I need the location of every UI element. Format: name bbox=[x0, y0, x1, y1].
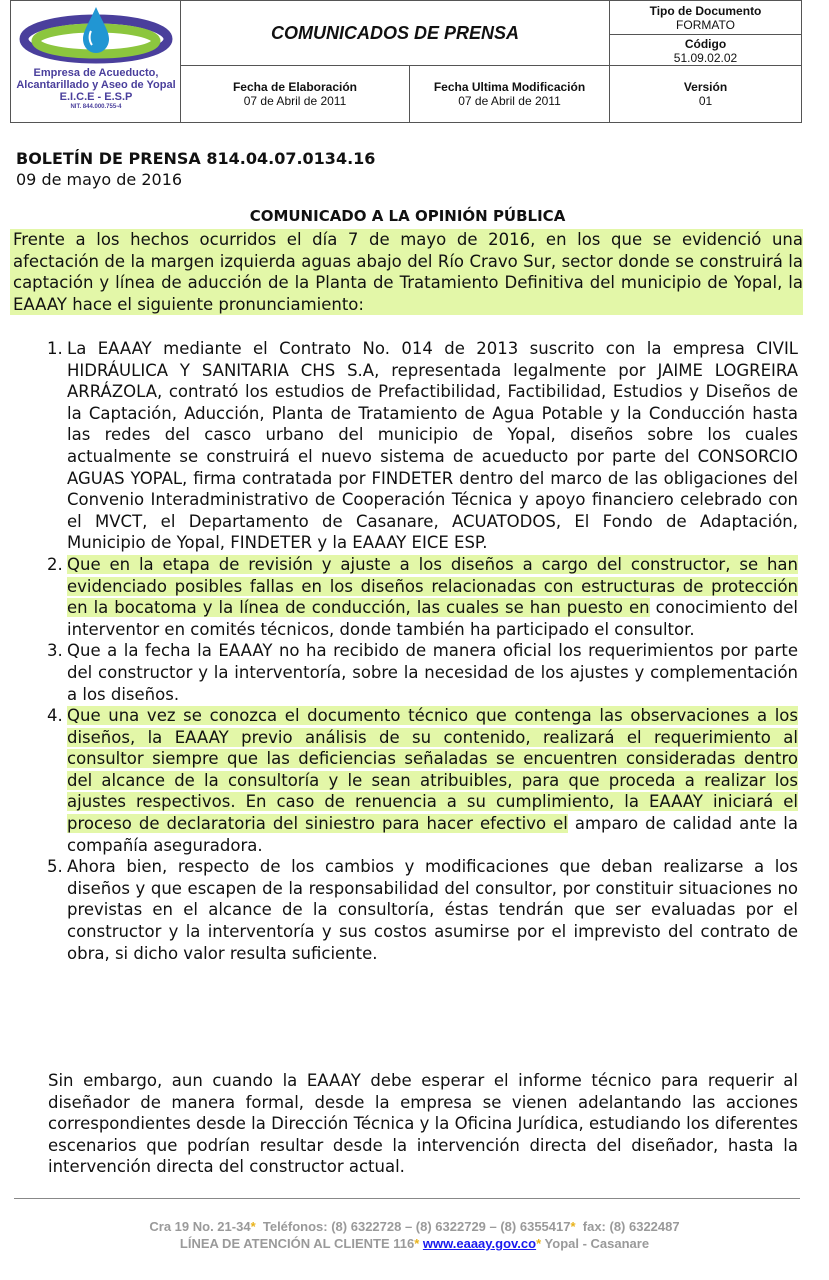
intro-paragraph: Frente a los hechos ocurridos el día 7 de mayo de 2016, en los que se evidenció una afectación de la margen izquierda aguas abajo del Río Cravo Sur, sector donde se construirá la captación y línea de aducción de la Planta de Tratamiento Definitiva del municipio de Yopal, la EAAAY hace el siguiente pronunciamiento: bbox=[10, 229, 803, 315]
footer-website-link[interactable]: www.eaaay.gov.co bbox=[422, 1236, 537, 1251]
list-item bbox=[40, 554, 798, 640]
doc-type-cell bbox=[610, 1, 801, 35]
version-value: 01 bbox=[698, 94, 713, 108]
list-item bbox=[40, 338, 798, 554]
created-date-cell bbox=[181, 66, 410, 122]
footer-service-line bbox=[0, 1236, 829, 1251]
footer-city: Yopal - Casanare bbox=[544, 1236, 650, 1251]
header-title: COMUNICADOS DE PRENSA bbox=[181, 1, 610, 66]
star-icon: * bbox=[414, 1236, 420, 1251]
item-number: 3. bbox=[47, 641, 63, 661]
footer-contact-line bbox=[0, 1219, 829, 1234]
footer-address: Cra 19 No. 21-34 bbox=[149, 1219, 251, 1234]
bulletin-date: 09 de mayo de 2016 bbox=[16, 170, 183, 189]
version-label: Versión bbox=[683, 80, 728, 94]
bulletin-block bbox=[16, 148, 799, 190]
modified-value: 07 de Abril de 2011 bbox=[458, 94, 561, 108]
item-number: 5. bbox=[47, 857, 63, 877]
star-icon: * bbox=[536, 1236, 542, 1251]
closing-paragraph: Sin embargo, aun cuando la EAAAY debe esperar el informe técnico para requerir al diseñador de manera formal, desde la empresa se vienen adelantando las acciones correspondientes desde la Dirección Técnica y la Oficina Jurídica, estudiando los diferentes escenarios que podrían resultar desde la intervención directa del diseñador, hasta la intervención directa del constructor actual. bbox=[48, 1071, 798, 1177]
star-icon: * bbox=[250, 1219, 256, 1234]
bulletin-number: BOLETÍN DE PRENSA 814.04.07.0134.16 bbox=[16, 149, 376, 168]
company-type: E.I.C.E - E.S.P bbox=[59, 91, 133, 103]
code-value: 51.09.02.02 bbox=[673, 51, 738, 65]
company-name: Empresa de Acueducto, Alcantarillado y Aseo de Yopal bbox=[16, 67, 176, 91]
document-header bbox=[10, 0, 802, 123]
created-label: Fecha de Elaboración bbox=[232, 80, 358, 94]
version-cell bbox=[610, 66, 801, 122]
doc-type-label: Tipo de Documento bbox=[649, 4, 762, 18]
item-number: 2. bbox=[47, 554, 63, 574]
item-highlighted-text: Que en la etapa de revisión y ajuste a los diseños a cargo del constructor, se han evidenciado posibles fallas en los diseños relacionadas con estructuras de protección en la bocatoma y la línea de conducción, las cuales se han puesto en bbox=[67, 554, 798, 618]
item-text: Ahora bien, respecto de los cambios y modificaciones que deban realizarse a los diseños y que escapen de la responsabilidad del consultor, por constituir situaciones no previstas en el alcance de la consultoría, éstas tendrán que ser evaluadas por el constructor y la interventoría y sus costos asumirse por el imprevisto del contrato de obra, si dicho valor resulta suficiente. bbox=[67, 857, 798, 963]
footer-phones: Teléfonos: (8) 6322728 – (8) 6322729 – (8) 6355417 bbox=[262, 1219, 571, 1234]
statement-list bbox=[40, 338, 798, 964]
item-highlighted-text: Que una vez se conozca el documento técnico que contenga las observaciones a los diseños, la EAAAY previo análisis de su contenido, realizará el requerimiento al consultor siempre que las deficiencias señaladas se encuentren consideradas dentro del alcance de la consultoría y le sean atribuibles, para que proceda a realizar los ajustes respectivos. En caso de renuencia a su cumplimiento, la EAAAY iniciará el proceso de declaratoria del siniestro para hacer efectivo el bbox=[67, 706, 798, 834]
list-item bbox=[40, 640, 798, 705]
modified-label: Fecha Ultima Modificación bbox=[433, 80, 586, 94]
star-icon: * bbox=[570, 1219, 576, 1234]
list-item bbox=[40, 705, 798, 856]
footer-line-label: LÍNEA DE ATENCIÓN AL CLIENTE 116 bbox=[179, 1236, 415, 1251]
item-text: amparo de calidad ante la compañía aseguradora. bbox=[67, 814, 798, 855]
code-cell bbox=[610, 35, 801, 66]
item-number: 1. bbox=[47, 339, 63, 358]
item-number: 4. bbox=[47, 706, 63, 726]
company-nit: NIT. 844.000.755-4 bbox=[70, 104, 122, 110]
created-value: 07 de Abril de 2011 bbox=[243, 94, 347, 108]
list-item bbox=[40, 856, 798, 964]
communique-heading: COMUNICADO A LA OPINIÓN PÚBLICA bbox=[249, 207, 566, 225]
doc-type-value: FORMATO bbox=[676, 18, 735, 32]
item-text: conocimiento del interventor en comités técnicos, donde también ha participado el consultor. bbox=[67, 598, 799, 639]
code-label: Código bbox=[684, 37, 727, 51]
item-text: Que a la fecha la EAAAY no ha recibido de manera oficial los requerimientos por parte del constructor y la interventoría, sobre la necesidad de los ajustes y complementación a los diseños. bbox=[67, 641, 798, 704]
company-logo bbox=[11, 1, 181, 122]
footer-fax: fax: (8) 6322487 bbox=[582, 1219, 680, 1234]
footer-divider bbox=[14, 1198, 800, 1199]
item-text: La EAAAY mediante el Contrato No. 014 de 2013 suscrito con la empresa CIVIL HIDRÁULICA Y SANITARIA CHS S.A, representada legalmente por JAIME LOGREIRA ARRÁZOLA, contrató los estudios de Prefactibilidad, Factibilidad, Estudios y Diseños de la Captación, Aducción, Planta de Tratamiento de Agua Potable y la Conducción hasta las redes del casco urbano del municipio de Yopal, diseños sobre los cuales actualmente se construirá el nuevo sistema de acueducto por parte del CONSORCIO AGUAS YOPAL, firma contratada por FINDETER dentro del marco de las obligaciones del Convenio Interadministrativo de Cooperación Técnica y apoyo financiero celebrado con el MVCT, el Departamento de Casanare, ACUATODOS, El Fondo de Adaptación, Municipio de Yopal, FINDETER y la EAAAY EICE ESP. bbox=[67, 339, 798, 553]
modified-date-cell bbox=[410, 66, 610, 122]
water-drop-logo-icon bbox=[11, 1, 181, 67]
